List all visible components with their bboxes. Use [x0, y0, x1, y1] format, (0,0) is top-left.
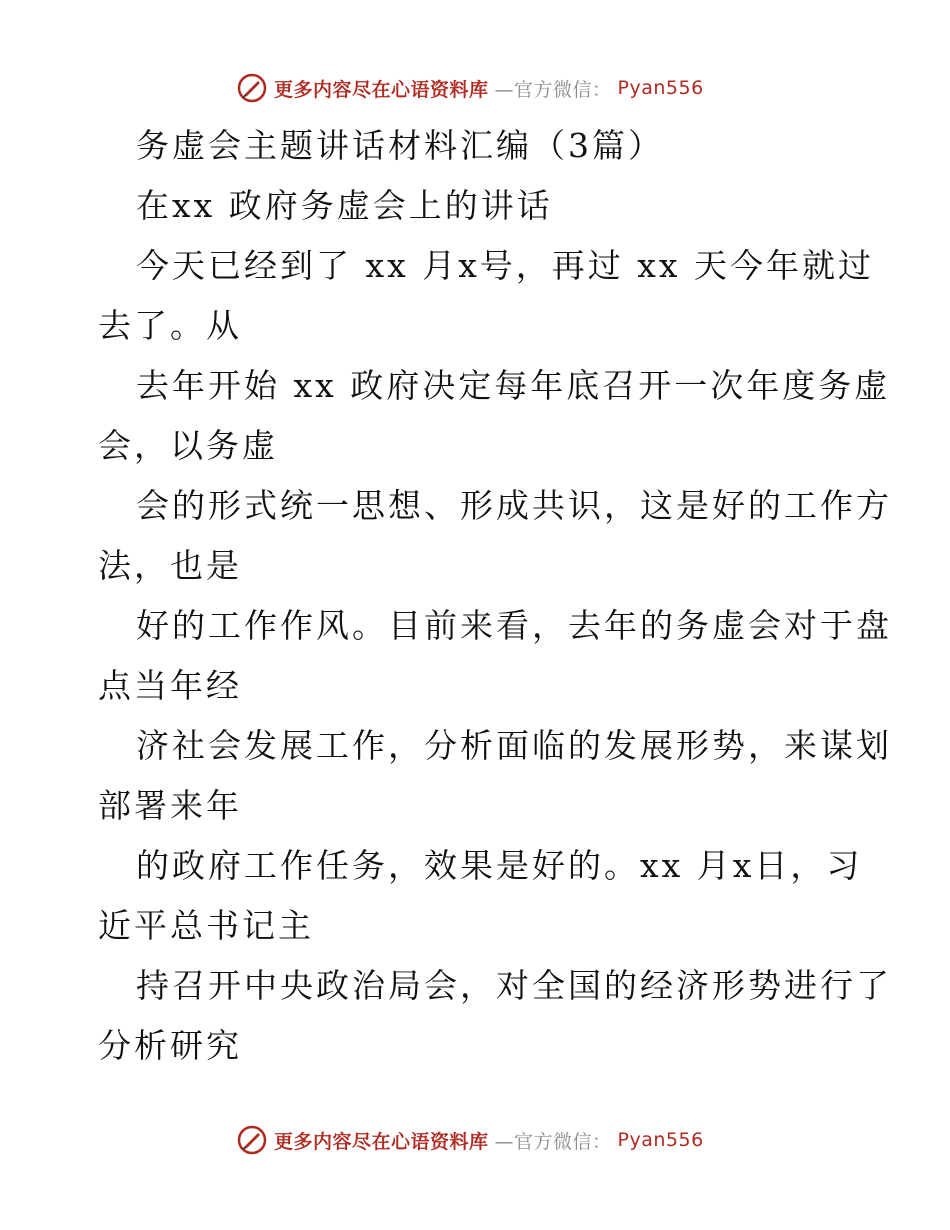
header-watermark: [236, 72, 704, 104]
watermark-wechat-id: Pyan556: [617, 77, 704, 99]
text-line: 今天已经到了 xx 月x号，再过 xx 天今年就过: [136, 246, 875, 285]
text-line: 持召开中央政治局会，对全国的经济形势进行了: [136, 966, 892, 1005]
watermark-main-text: 更多内容尽在心语资料库: [274, 78, 489, 101]
text-line: 好的工作作风。目前来看，去年的务虚会对于盘: [136, 606, 892, 645]
document-body: [98, 116, 892, 1076]
text-line: 近平总书记主: [98, 906, 314, 945]
footer-watermark: [236, 1124, 704, 1156]
text-line: 去了。从: [98, 306, 242, 345]
text-line: 分析研究: [98, 1026, 242, 1065]
text-line: 部署来年: [98, 786, 242, 825]
watermark-wechat-id: Pyan556: [617, 1129, 704, 1151]
text-line: 在xx 政府务虚会上的讲话: [136, 186, 553, 225]
watermark-rest-text: —官方微信：: [494, 1130, 612, 1153]
text-line: 去年开始 xx 政府决定每年底召开一次年度务虚: [136, 366, 891, 405]
text-line: 会，以务虚: [98, 426, 278, 465]
watermark-rest-text: —官方微信：: [494, 78, 612, 101]
quill-logo-icon: [236, 1124, 268, 1156]
text-line: 的政府工作任务，效果是好的。xx 月x日，习: [136, 846, 863, 885]
text-line: 会的形式统一思想、形成共识，这是好的工作方: [136, 486, 892, 525]
quill-logo-icon: [236, 72, 268, 104]
watermark-main-text: 更多内容尽在心语资料库: [274, 1130, 489, 1153]
text-line: 点当年经: [98, 666, 242, 705]
text-line: 法，也是: [98, 546, 242, 585]
text-line: 济社会发展工作，分析面临的发展形势，来谋划: [136, 726, 892, 765]
text-line: 务虚会主题讲话材料汇编（3篇）: [136, 126, 664, 165]
